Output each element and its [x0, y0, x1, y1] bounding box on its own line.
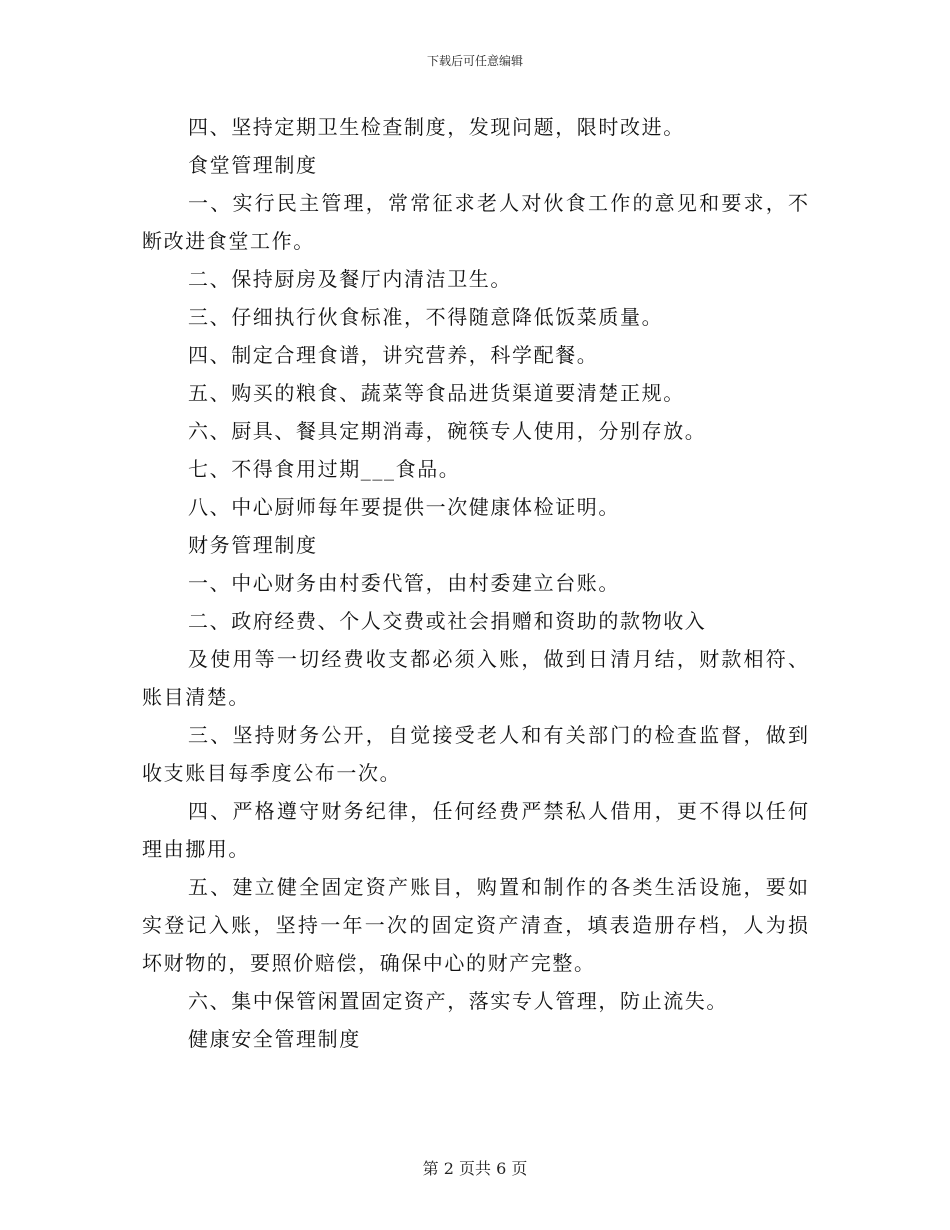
paragraph-line: 坏财物的，要照价赔偿，确保中心的财产完整。 [142, 951, 596, 975]
paragraph-line: 六、厨具、餐具定期消毒，碗筷专人使用，分别存放。 [188, 419, 707, 443]
section-heading: 健康安全管理制度 [188, 1027, 361, 1051]
section-heading: 财务管理制度 [188, 533, 318, 557]
paragraph-line: 七、不得食用过期___食品。 [188, 457, 461, 481]
paragraph-line: 五、购买的粮食、蔬菜等食品进货渠道要清楚正规。 [188, 381, 685, 405]
paragraph-line: 二、保持厨房及餐厅内清洁卫生。 [188, 267, 512, 291]
paragraph-line: 八、中心厨师每年要提供一次健康体检证明。 [188, 495, 620, 519]
paragraph-line: 收支账目每季度公布一次。 [142, 761, 402, 785]
paragraph-line: 账目清楚。 [142, 685, 250, 709]
paragraph-line: 三、坚持财务公开，自觉接受老人和有关部门的检查监督，做到 [188, 723, 808, 747]
paragraph-line: 理由挪用。 [142, 837, 250, 861]
paragraph-line: 实登记入账，坚持一年一次的固定资产清查，填表造册存档，人为损 [142, 913, 808, 937]
section-heading: 食堂管理制度 [188, 153, 318, 177]
paragraph-line: 四、制定合理食谱，讲究营养，科学配餐。 [188, 343, 599, 367]
paragraph-line: 断改进食堂工作。 [142, 229, 315, 253]
paragraph-line: 四、严格遵守财务纪律，任何经费严禁私人借用，更不得以任何 [188, 799, 808, 823]
paragraph-line: 六、集中保管闲置固定资产，落实专人管理，防止流失。 [188, 989, 728, 1013]
page-footer: 第 2 页共 6 页 [422, 1159, 528, 1178]
paragraph-line: 三、仔细执行伙食标准，不得随意降低饭菜质量。 [188, 305, 664, 329]
paragraph-line: 四、坚持定期卫生检查制度，发现问题，限时改进。 [188, 115, 685, 139]
paragraph-line: 一、中心财务由村委代管，由村委建立台账。 [188, 571, 620, 595]
document-body [142, 108, 808, 1058]
paragraph-line: 一、实行民主管理，常常征求老人对伙食工作的意见和要求，不 [188, 191, 808, 215]
paragraph-line: 及使用等一切经费收支都必须入账，做到日清月结，财款相符、 [188, 647, 808, 671]
paragraph-line: 五、建立健全固定资产账目，购置和制作的各类生活设施，要如 [188, 875, 808, 899]
paragraph-line: 二、政府经费、个人交费或社会捐赠和资助的款物收入 [188, 609, 707, 633]
page-header: 下载后可任意编辑 [426, 54, 523, 68]
